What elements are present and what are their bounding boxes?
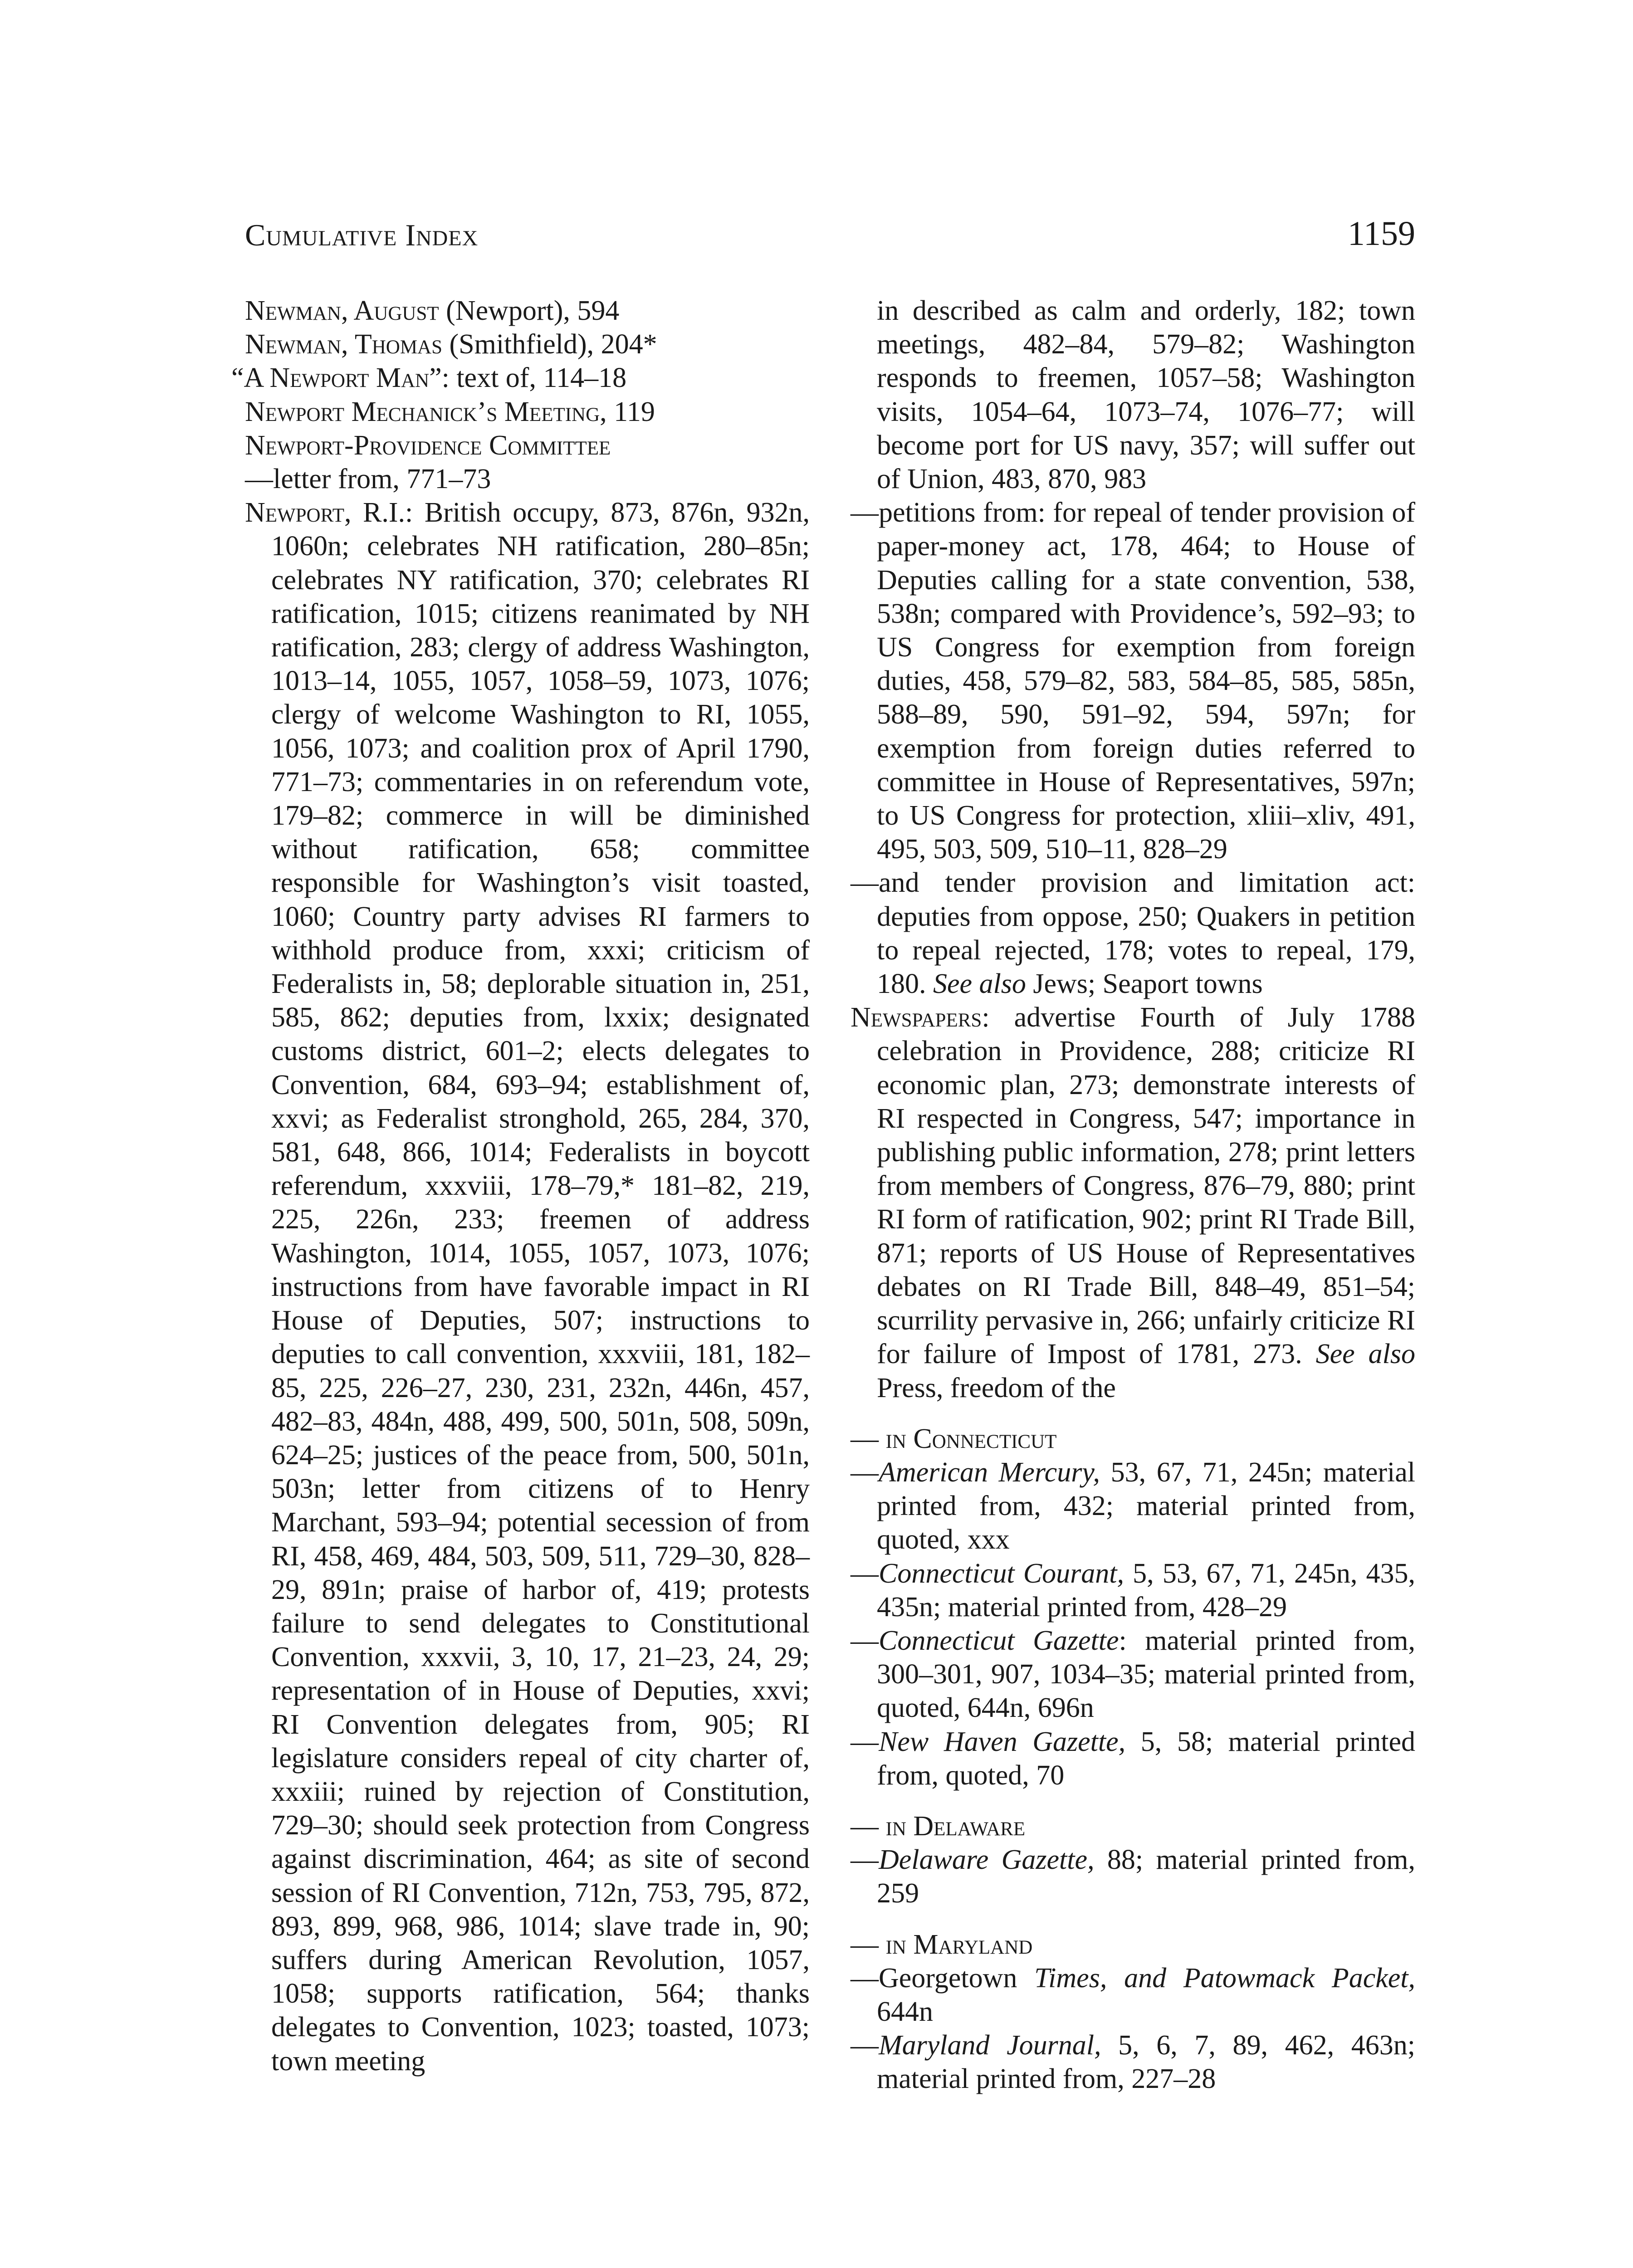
newspaper-entry-georgetown-times xyxy=(851,1961,1415,2028)
open-quote: “ xyxy=(231,362,244,394)
newspaper-title: Connecticut Gazette xyxy=(879,1625,1119,1656)
newspaper-entry-delaware-gazette xyxy=(851,1843,1415,1910)
newspaper-title: Maryland Journal, xyxy=(879,2030,1101,2061)
entry-headword: A Newport Man xyxy=(244,362,430,394)
running-head: Cumulative Index xyxy=(245,218,479,252)
index-entry-newport-providence-committee xyxy=(245,429,810,462)
index-entry-newman-thomas xyxy=(245,327,810,361)
entry-headword: Newport, R.I. xyxy=(245,497,406,528)
entry-locators: 5, 6, 7, 89, 462, 463n; material printed from, 227–28 xyxy=(877,2030,1415,2095)
entry-dash: — xyxy=(851,2030,879,2061)
entry-locators: (Smithfield), 204* xyxy=(442,329,657,360)
newspaper-title: Connecticut Courant, xyxy=(879,1558,1124,1589)
index-subentry-committee-letter: —letter from, 771–73 xyxy=(245,464,491,495)
page-header xyxy=(245,212,1415,262)
newspaper-title: Delaware Gazette, xyxy=(879,1844,1095,1876)
cross-reference: Jews; Seaport towns xyxy=(1026,968,1263,1000)
entry-dash: —Georgetown xyxy=(851,1962,1035,1994)
entry-locators: 5, 58; material printed from, quoted, 70 xyxy=(877,1726,1415,1791)
entry-locators: (Newport), 594 xyxy=(439,295,620,326)
newspaper-entry-connecticut-gazette xyxy=(851,1624,1415,1725)
entry-locators: : material printed from, 300–301, 907, 1034–35; material printed from, quoted, 644n, 696n xyxy=(877,1625,1415,1724)
left-column xyxy=(231,294,810,2078)
newspaper-title: American Mercury, xyxy=(879,1457,1100,1488)
entry-locators: : British occupy, 873, 876n, 932n, 1060n; celebrates NH ratification, 280–85n; celebrates NY ratification, 370; celebrates RI ratification, 1015; citizens reanimated by NH ratification, 283; clergy of address Washington, 1013–14, 1055, 1057, 1058–59, 1073, 1076; clergy of welcome Washington to RI, 1055, 1056, 1073; and coalition prox of April 1790, 771–73; commentaries in on referendum vote, 179–82; commerce in will be diminished without ratification, 658; committee responsible for Washington’s visit toasted, 1060; Country party advises RI farmers to withhold produce from, xxxi; criticism of Federalists in, 58; deplorable situation in, 251, 585, 862; deputies from, lxxix; designated customs district, 601–2; elects delegates to Convention, 684, 693–94; establishment of, xxvi; as Federalist stronghold, 265, 284, 370, 581, 648, 866, 1014; Federalists in boycott referendum, xxxviii, 178–79,* 181–82, 219, 225, 226n, 233; freemen of address Washington, 1014, 1055, 1057, 1073, 1076; instructions from have favorable impact in RI House of Deputies, 507; instructions to deputies to call convention, xxxviii, 181, 182–85, 225, 226–27, 230, 231, 232n, 446n, 457, 482–83, 484n, 488, 499, 500, 501n, 508, 509n, 624–25; justices of the peace from, 500, 501n, 503n; letter from citizens of to Henry Marchant, 593–94; potential secession of from RI, 458, 469, 484, 503, 509, 511, 729–30, 828–29, 891n; praise of harbor of, 419; protests failure to send delegates to Constitutional Convention, xxxvii, 3, 10, 17, 21–23, 24, 29; representation of in House of Deputies, xxvi; RI Convention delegates from, 905; RI legislature considers repeal of city charter of, xxxiii; ruined by rejection of Constitution, 729–30; should seek protection from Congress against discrimination, 464; as site of second session of RI Convention, 712n, 753, 795, 872, 893, 899, 968, 986, 1014; slave trade in, 90; suffers during American Revolution, 1057, 1058; supports ratification, 564; thanks delegates to Convention, 1023; toasted, 1073; town meeting xyxy=(271,497,810,2077)
index-subentry-petitions: —petitions from: for repeal of tender provision of paper-money act, 178, 464; to House of Deputies calling for a state convention, 538, 538n; compared with Providence’s, 592–93; to US Congress for exemption from foreign duties, 458, 579–82, 583, 584–85, 585, 585n, 588–89, 590, 591–92, 594, 597n; for exemption from foreign duties referred to committee in House of Representatives, 597n; to US Congress for protection, xliii–xliv, 491, 495, 503, 509, 510–11, 828–29 xyxy=(851,497,1415,865)
entry-locators: 88; material printed from, 259 xyxy=(877,1844,1416,1909)
entry-locators: , 119 xyxy=(600,396,655,427)
newspaper-entry-american-mercury xyxy=(851,1456,1415,1557)
newspaper-title: New Haven Gazette, xyxy=(879,1726,1126,1757)
index-entry-continuation: in described as calm and orderly, 182; town meetings, 482–84, 579–82; Washington responds to freemen, 1057–58; Washington visits, 1054–64, 1073–74, 1076–77; will become port for US navy, 357; will suffer out of Union, 483, 870, 983 xyxy=(877,295,1415,495)
entry-locators: —and tender provision and limitation act: deputies from oppose, 250; Quakers in petition to repeal rejected, 178; votes to repeal, 179, 180. xyxy=(851,867,1415,1000)
see-also-label: See also xyxy=(1315,1339,1416,1370)
entry-headword: Newport Mechanick’s Meeting xyxy=(245,396,600,427)
index-entry-newman-august xyxy=(245,294,810,327)
index-entry-newspapers xyxy=(851,1001,1415,1404)
entry-headword: Newport-Providence Committee xyxy=(245,430,611,461)
state-heading-connecticut: — in Connecticut xyxy=(851,1423,1057,1454)
newspaper-title: Times, and Patowmack Packet, xyxy=(1034,1962,1416,1994)
entry-dash: — xyxy=(851,1457,879,1488)
entry-headword: Newspapers xyxy=(851,1002,982,1033)
entry-headword: Newman, August xyxy=(245,295,439,326)
page-number: 1159 xyxy=(1347,215,1415,253)
index-entry-a-newport-man xyxy=(231,361,810,395)
newspaper-entry-new-haven-gazette xyxy=(851,1725,1415,1792)
state-heading-delaware: — in Delaware xyxy=(851,1810,1026,1842)
right-column xyxy=(851,294,1415,2096)
entry-locators: 5, 53, 67, 71, 245n, 435, 435n; material printed from, 428–29 xyxy=(877,1558,1415,1623)
index-entry-newport-mechanicks-meeting xyxy=(245,395,810,429)
entry-dash: — xyxy=(851,1558,879,1589)
state-heading-maryland: — in Maryland xyxy=(851,1929,1033,1960)
newspaper-entry-connecticut-courant xyxy=(851,1557,1415,1624)
entry-locators: 644n xyxy=(877,1996,933,2027)
entry-dash: — xyxy=(851,1844,879,1876)
entry-headword: Newman, Thomas xyxy=(245,329,443,360)
cross-reference: Press, freedom of the xyxy=(877,1372,1116,1403)
newspaper-entry-maryland-journal xyxy=(851,2028,1415,2096)
entry-dash: — xyxy=(851,1726,879,1757)
entry-locators: : advertise Fourth of July 1788 celebration in Providence, 288; criticize RI economic plan, 273; demonstrate interests of RI respected in Congress, 547; importance in publishing public information, 278; print letters from members of Congress, 876–79, 880; print RI form of ratification, 902; print RI Trade Bill, 871; reports of US House of Representatives debates on RI Trade Bill, 848–49, 851–54; scurrility pervasive in, 266; unfairly criticize RI for failure of Impost of 1781, 273. xyxy=(877,1002,1415,1370)
entry-dash: — xyxy=(851,1625,879,1656)
index-subentry-tender-provision xyxy=(851,866,1415,1001)
index-entry-newport-ri xyxy=(245,496,810,2078)
see-also-label: See also xyxy=(933,968,1026,1000)
entry-locators: ”: text of, 114–18 xyxy=(429,362,627,394)
entry-locators: 53, 67, 71, 245n; material printed from, 432; material printed from, quoted, xxx xyxy=(877,1457,1415,1555)
